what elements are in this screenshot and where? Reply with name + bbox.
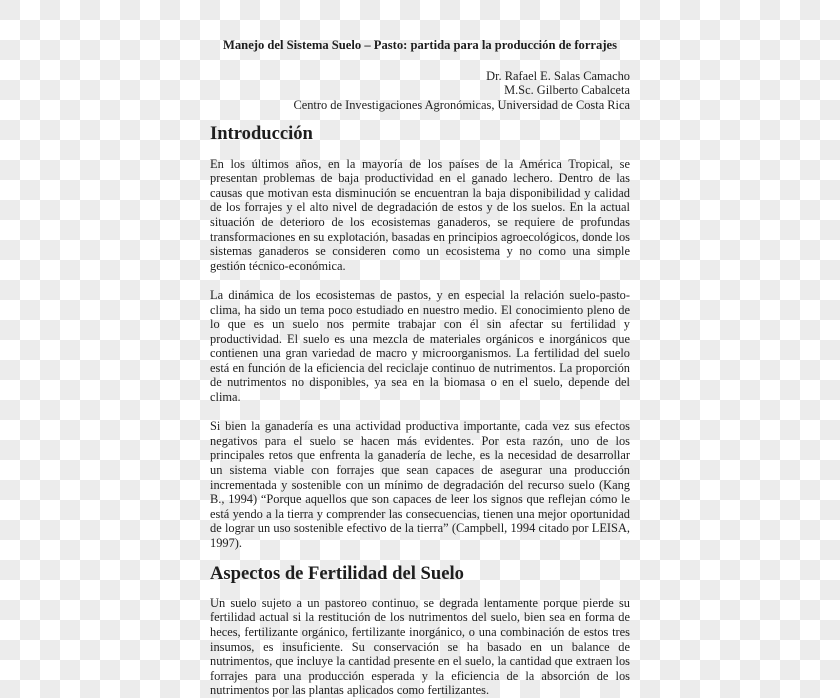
paragraph: Si bien la ganadería es una actividad productiva importante, cada vez sus efectos negativos para el suelo se hacen más evidentes. Por esta razón, uno de los principales retos que enfrenta la ganadería de leche, es la necesidad de desarrollar un sistema viable con forrajes que sean capaces de asegurar una producción incrementada y sostenible con un mínimo de degradación del recurso suelo (Kang B., 1994) “Porque aquellos que son capaces de leer los signos que reflejan cómo le está yendo a la tierra y comprender las consecuencias, tienen una mejor oportunidad de lograr un uso sostenible efectivo de la tierra” (Campbell, 1994 citado por LEISA, 1997). (210, 419, 630, 550)
document-title: Manejo del Sistema Suelo – Pasto: partida para la producción de forrajes (223, 38, 617, 52)
author-affiliation: Centro de Investigaciones Agronómicas, Universidad de Costa Rica (293, 97, 630, 112)
author-block (210, 69, 630, 113)
paragraph: Un suelo sujeto a un pastoreo continuo, se degrada lentamente porque pierde su fertilidad actual si la restitución de los nutrimentos del suelo, bien sea en forma de heces, fertilizante orgánico, fertilizante inorgánico, o una combinación de estos tres insumos, es insuficiente. Su conservación se ha basado en un balance de nutrimentos, que incluye la cantidad presente en el suelo, la cantidad que extraen los forrajes para una producción esperada y la eficiencia de la absorción de los nutrimentos por las plantas aplicados como fertilizantes. (210, 595, 630, 698)
document-page (210, 38, 630, 698)
section-heading-introduccion: Introducción (210, 123, 313, 145)
paragraph: En los últimos años, en la mayoría de los países de la América Tropical, se presentan problemas de baja productividad en el ganado lechero. Dentro de las causas que motivan esta disminución se encuentran la baja disponibilidad y calidad de los forrajes y el alto nivel de degradación de estos y de los suelos. En la actual situación de deterioro de los ecosistemas ganaderos, se requiere de profundas transformaciones en su explotación, basadas en principios agroecológicos, donde los sistemas ganaderos se consideren como un ecosistema y no como una simple gestión técnico-económica. (210, 156, 630, 273)
paragraph: La dinámica de los ecosistemas de pastos, y en especial la relación suelo-pasto-clima, ha sido un tema poco estudiado en nuestro medio. El conocimiento pleno de lo que es un suelo nos permite trabajar con él sin afectar su fertilidad y productividad. El suelo es una mezcla de materiales orgánicos e inorgánicos que contienen una gran variedad de macro y microorganismos. La fertilidad del suelo está en función de la eficiencia del reciclaje continuo de nutrimentos. La proporción de nutrimentos no disponibles, ya sea en la biomasa o en el suelo, depende del clima. (210, 287, 630, 405)
section-heading-aspectos-fertilidad: Aspectos de Fertilidad del Suelo (210, 562, 464, 584)
author-name: M.Sc. Gilberto Cabalceta (504, 83, 630, 98)
author-name: Dr. Rafael E. Salas Camacho (486, 68, 630, 83)
